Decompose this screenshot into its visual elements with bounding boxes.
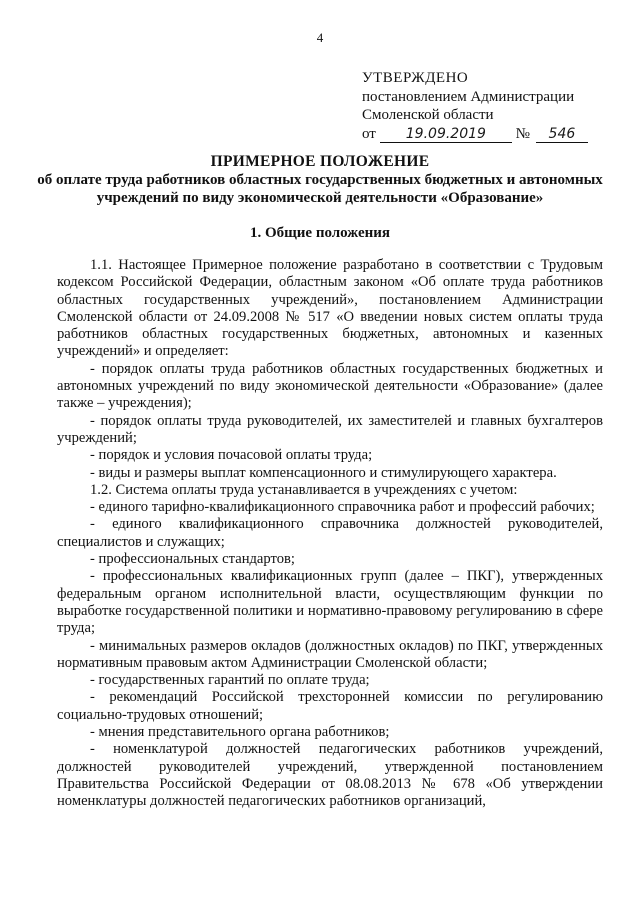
paragraph: - номенклатурой должностей педагогических работников учреждений, должностей руководителей учреждений, утвержденной постановлением Правительства Российской Федерации от 08.08.2013 № 678 «Об утверждении номенклатуры должностей педагогических работников организаций, [57, 741, 603, 810]
approval-stamp [362, 69, 588, 143]
paragraph: - единого квалификационного справочника должностей руководителей, специалистов и служащих; [57, 516, 603, 550]
paragraph: - государственных гарантий по оплате труда; [90, 672, 370, 689]
paragraph: 1.1. Настоящее Примерное положение разработано в соответствии с Трудовым кодексом Российской Федерации, областным законом «Об оплате труда работников областных государственных учреждений», постановлением Администрации Смоленской области от 24.09.2008 № 517 «О введении новых систем оплаты труда работников областных государственных бюджетных, автономных и казенных учреждений» и определяет: [57, 257, 603, 360]
title-subtitle: об оплате труда работников областных государственных бюджетных и автономных учреждений по виду экономической деятельности «Образование» [37, 172, 603, 206]
paragraph: - порядок и условия почасовой оплаты труда; [90, 447, 373, 464]
approval-date-line [362, 125, 588, 144]
page-number: 4 [316, 30, 324, 45]
document-title [0, 153, 640, 207]
handwritten-number: 546 [536, 126, 588, 143]
paragraph: 1.2. Система оплаты труда устанавливается в учреждениях с учетом: [90, 481, 518, 498]
paragraph: - единого тарифно-квалификационного справочника работ и профессий рабочих; [90, 499, 595, 516]
approval-line-2: Смоленской области [362, 107, 494, 123]
date-prefix: от [362, 125, 376, 142]
paragraph: - мнения представительного органа работников; [90, 724, 390, 741]
paragraph: - минимальных размеров окладов (должностных окладов) по ПКГ, утвержденных нормативным правовым актом Администрации Смоленской области; [57, 637, 603, 671]
handwritten-date: 19.09.2019 [380, 126, 512, 143]
paragraph: - рекомендаций Российской трехсторонней комиссии по регулированию социально-трудовых отношений; [57, 689, 603, 723]
section-heading: 1. Общие положения [249, 225, 391, 241]
title-main: ПРИМЕРНОЕ ПОЛОЖЕНИЕ [210, 153, 430, 170]
paragraph: - порядок оплаты труда руководителей, их заместителей и главных бухгалтеров учреждений; [57, 412, 603, 446]
paragraph: - порядок оплаты труда работников областных государственных бюджетных и автономных учреждений по виду экономической деятельности «Образование» (далее также – учреждения); [57, 360, 603, 412]
approved-heading: УТВЕРЖДЕНО [362, 70, 469, 86]
paragraph: - профессиональных стандартов; [90, 551, 295, 568]
approval-line-1: постановлением Администрации [362, 88, 575, 105]
document-body [57, 257, 603, 811]
paragraph: - виды и размеры выплат компенсационного и стимулирующего характера. [90, 464, 557, 481]
paragraph: - профессиональных квалификационных групп (далее – ПКГ), утвержденных федеральным органом исполнительной власти, осуществляющим функции по выработке государственной политики и нормативно-правовому регулированию в сфере труда; [57, 568, 603, 637]
number-sign: № [515, 125, 530, 142]
